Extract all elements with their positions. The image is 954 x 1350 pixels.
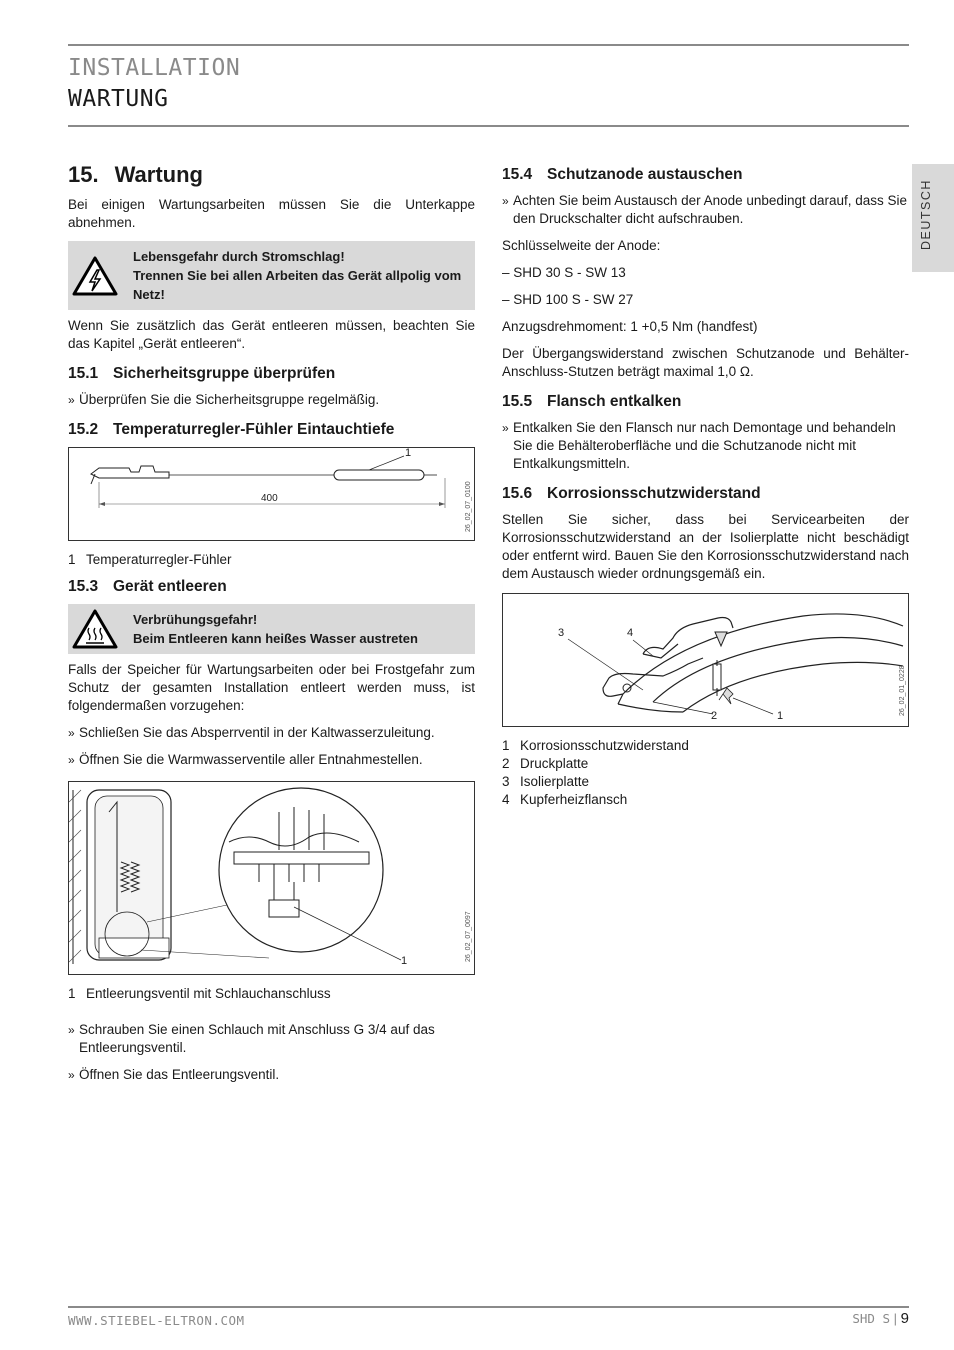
section-15-note: Wenn Sie zusätzlich das Gerät entleeren müssen, beachten Sie das Kapitel „Gerät entleeren“. [68, 318, 475, 351]
sensor-callout-1: 1 [405, 448, 412, 459]
footer-website-link[interactable]: WWW.STIEBEL-ELTRON.COM [68, 1313, 245, 1328]
anode-callout-4: 4 [627, 627, 634, 639]
anode-drawing [503, 594, 908, 726]
electric-warning-line1: Lebensgefahr durch Stromschlag! [133, 249, 345, 264]
hot-water-warning-icon [72, 608, 118, 650]
drain-figure [68, 781, 475, 975]
section-15-title: 15. Wartung [68, 162, 203, 187]
section-15-3-bullet-1: » Schließen Sie das Absperrventil in der Kaltwasserzuleitung. [68, 725, 435, 740]
key-width-size-2: – SHD 100 S - SW 27 [502, 292, 634, 307]
drain-figure-code: 26_02_07_0097 [465, 911, 472, 962]
header-section: WARTUNG [68, 86, 169, 112]
electric-warning-box [68, 241, 475, 310]
scald-warning-box [68, 604, 475, 654]
right-column [502, 162, 909, 818]
key-width-size-1: – SHD 30 S - SW 13 [502, 265, 626, 280]
transition-resistance: Der Übergangswiderstand zwischen Schutzanode und Behälter-Anschluss-Stutzen beträgt maximal 1,0 Ω. [502, 346, 909, 379]
header-chapter: INSTALLATION [68, 55, 241, 81]
section-15-3-title: 15.3 Gerät entleeren [68, 578, 227, 595]
anode-legend-3: 3 Isolierplatte [502, 774, 590, 789]
left-column [68, 162, 475, 1093]
high-voltage-warning-icon [72, 255, 118, 297]
sensor-legend-item: 1 Temperaturregler-Fühler [68, 552, 232, 567]
footer-separator: | [893, 1311, 898, 1326]
anode-callout-1: 1 [777, 710, 784, 722]
scald-warning-line2: Beim Entleeren kann heißes Wasser austreten [133, 631, 418, 646]
sensor-dimension-label: 400 [261, 493, 278, 504]
anode-figure-code: 26_02_01_0228 [899, 665, 906, 716]
anode-legend-2: 2 Druckplatte [502, 756, 589, 771]
drain-legend-item: 1 Entleerungsventil mit Schlauchanschluss [68, 986, 331, 1001]
tightening-torque: Anzugsdrehmoment: 1 +0,5 Nm (handfest) [502, 319, 758, 334]
electric-warning-line2: Trennen Sie bei allen Arbeiten das Gerät allpolig vom Netz! [133, 268, 462, 302]
anode-callout-3: 3 [558, 627, 565, 639]
header-bottom-rule [68, 125, 909, 127]
language-tab-label: DEUTSCH [919, 179, 933, 250]
header-top-rule [68, 44, 909, 46]
footer-page-info [852, 1310, 909, 1327]
section-15-4-bullet: » Achten Sie beim Austausch der Anode unbedingt darauf, dass Sie den Druckschalter dicht aufschrauben. [502, 193, 908, 226]
drain-callout-1: 1 [401, 955, 408, 967]
section-15-intro: Bei einigen Wartungsarbeiten müssen Sie die Unterkappe abnehmen. [68, 197, 475, 230]
section-15-5-title: 15.5 Flansch entkalken [502, 393, 682, 410]
anode-figure [502, 593, 909, 727]
anode-legend-4: 4 Kupferheizflansch [502, 792, 628, 807]
footer-model: SHD S [852, 1311, 891, 1326]
section-15-3-bullet-4: » Öffnen Sie das Entleerungsventil. [68, 1067, 280, 1082]
sensor-figure-code: 26_02_07_0100 [465, 481, 472, 532]
section-15-3-bullet-3: » Schrauben Sie einen Schlauch mit Anschluss G 3/4 auf das Entleerungsventil. [68, 1022, 435, 1055]
section-15-1-title: 15.1 Sicherheitsgruppe überprüfen [68, 365, 336, 382]
sensor-figure [68, 447, 475, 541]
section-15-3-bullet-2: » Öffnen Sie die Warmwasserventile aller Entnahmestellen. [68, 752, 423, 767]
drain-drawing [69, 782, 474, 974]
scald-warning-line1: Verbrühungsgefahr! [133, 612, 258, 627]
key-width-label: Schlüsselweite der Anode: [502, 238, 661, 253]
section-15-4-title: 15.4 Schutzanode austauschen [502, 166, 743, 183]
section-15-1-bullet: » Überprüfen Sie die Sicherheitsgruppe regelmäßig. [68, 392, 380, 407]
section-15-6-text: Stellen Sie sicher, dass bei Servicearbeiten der Korrosionsschutzwiderstand an der Isolierplatte nicht beschädigt oder entfernt wird. Bauen Sie den Korrosionsschutzwiderstand nach dem Austausch wieder ordnungsgemäß ein. [502, 512, 909, 581]
section-15-2-title: 15.2 Temperaturregler-Fühler Eintauchtiefe [68, 421, 395, 438]
sensor-drawing [69, 448, 469, 540]
footer-rule [68, 1306, 909, 1308]
anode-legend-1: 1 Korrosionsschutzwiderstand [502, 738, 689, 753]
section-15-6-title: 15.6 Korrosionsschutzwiderstand [502, 485, 761, 502]
section-15-5-bullet: » Entkalken Sie den Flansch nur nach Demontage und behandeln Sie die Behälteroberfläche und die Schutzanode nicht mit Entkalkungsmitteln. [502, 420, 896, 471]
page-number: 9 [900, 1310, 909, 1327]
language-tab [912, 164, 954, 272]
anode-callout-2: 2 [711, 710, 718, 722]
section-15-3-text: Falls der Speicher für Wartungsarbeiten oder bei Frostgefahr zum Schutz der gesamten Installation entleert werden muss, ist folgendermaßen vorzugehen: [68, 662, 475, 713]
